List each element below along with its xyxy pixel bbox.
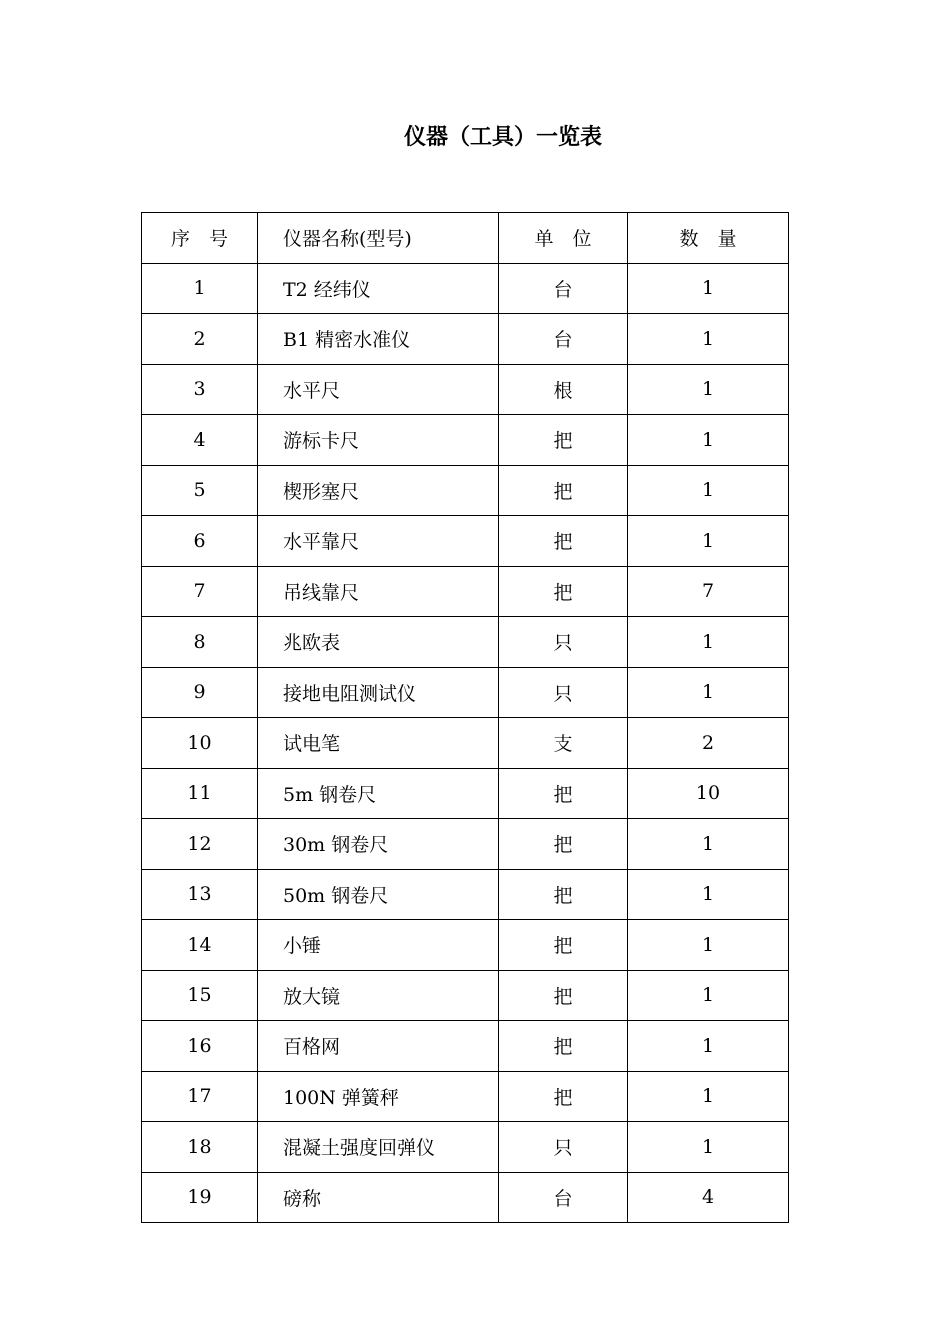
cell-unit: 台: [499, 1172, 628, 1223]
cell-unit: 把: [499, 920, 628, 971]
table-row: [142, 768, 789, 819]
cell-unit: 把: [499, 415, 628, 466]
page-title: 仪器（工具）一览表: [404, 125, 603, 150]
header-name: 仪器名称(型号): [258, 213, 499, 264]
cell-no: 1: [142, 263, 258, 314]
header-qty: 数 量: [628, 213, 789, 264]
cell-no: 16: [142, 1021, 258, 1072]
cell-name: 楔形塞尺: [258, 465, 499, 516]
table-row: [142, 970, 789, 1021]
table-row: [142, 1172, 789, 1223]
cell-name: B1 精密水准仪: [258, 314, 499, 365]
cell-unit: 把: [499, 566, 628, 617]
cell-unit: 把: [499, 516, 628, 567]
table-row: [142, 516, 789, 567]
cell-no: 3: [142, 364, 258, 415]
cell-name: 吊线靠尺: [258, 566, 499, 617]
table-row: [142, 920, 789, 971]
header-unit: 单 位: [499, 213, 628, 264]
cell-no: 6: [142, 516, 258, 567]
cell-unit: 只: [499, 617, 628, 668]
cell-qty: 2: [628, 718, 789, 769]
table-row: [142, 718, 789, 769]
cell-name: T2 经纬仪: [258, 263, 499, 314]
cell-unit: 把: [499, 768, 628, 819]
cell-no: 13: [142, 869, 258, 920]
cell-qty: 10: [628, 768, 789, 819]
cell-qty: 1: [628, 364, 789, 415]
table-row: [142, 1122, 789, 1173]
cell-unit: 把: [499, 869, 628, 920]
cell-qty: 1: [628, 1071, 789, 1122]
table-row: [142, 263, 789, 314]
cell-unit: 把: [499, 1021, 628, 1072]
cell-qty: 1: [628, 314, 789, 365]
cell-no: 14: [142, 920, 258, 971]
cell-unit: 台: [499, 314, 628, 365]
cell-no: 9: [142, 667, 258, 718]
table-row: [142, 364, 789, 415]
cell-name: 百格网: [258, 1021, 499, 1072]
cell-qty: 1: [628, 516, 789, 567]
cell-qty: 1: [628, 415, 789, 466]
cell-name: 水平尺: [258, 364, 499, 415]
cell-unit: 只: [499, 667, 628, 718]
cell-qty: 1: [628, 1122, 789, 1173]
table-header-row: [142, 213, 789, 264]
cell-name: 磅称: [258, 1172, 499, 1223]
cell-no: 10: [142, 718, 258, 769]
header-no: 序 号: [142, 213, 258, 264]
cell-name: 100N 弹簧秤: [258, 1071, 499, 1122]
cell-name: 接地电阻测试仪: [258, 667, 499, 718]
cell-name: 小锤: [258, 920, 499, 971]
table-row: [142, 1021, 789, 1072]
table-row: [142, 415, 789, 466]
cell-unit: 把: [499, 1071, 628, 1122]
cell-unit: 把: [499, 970, 628, 1021]
cell-name: 水平靠尺: [258, 516, 499, 567]
cell-no: 7: [142, 566, 258, 617]
cell-no: 2: [142, 314, 258, 365]
table-row: [142, 667, 789, 718]
cell-unit: 支: [499, 718, 628, 769]
cell-no: 4: [142, 415, 258, 466]
instrument-table: [141, 212, 789, 1223]
cell-name: 游标卡尺: [258, 415, 499, 466]
cell-name: 放大镜: [258, 970, 499, 1021]
table-row: [142, 566, 789, 617]
cell-qty: 1: [628, 970, 789, 1021]
cell-unit: 台: [499, 263, 628, 314]
table-row: [142, 869, 789, 920]
cell-no: 11: [142, 768, 258, 819]
cell-unit: 把: [499, 465, 628, 516]
cell-qty: 4: [628, 1172, 789, 1223]
cell-no: 19: [142, 1172, 258, 1223]
cell-no: 15: [142, 970, 258, 1021]
cell-qty: 1: [628, 920, 789, 971]
cell-unit: 把: [499, 819, 628, 870]
cell-qty: 1: [628, 819, 789, 870]
cell-no: 5: [142, 465, 258, 516]
cell-name: 兆欧表: [258, 617, 499, 668]
cell-unit: 根: [499, 364, 628, 415]
cell-qty: 1: [628, 465, 789, 516]
cell-qty: 1: [628, 869, 789, 920]
cell-qty: 1: [628, 1021, 789, 1072]
cell-qty: 1: [628, 667, 789, 718]
cell-qty: 1: [628, 617, 789, 668]
table-row: [142, 314, 789, 365]
cell-qty: 1: [628, 263, 789, 314]
table-body: [142, 263, 789, 1223]
table-row: [142, 617, 789, 668]
cell-name: 50m 钢卷尺: [258, 869, 499, 920]
cell-no: 18: [142, 1122, 258, 1173]
cell-unit: 只: [499, 1122, 628, 1173]
cell-no: 12: [142, 819, 258, 870]
cell-no: 8: [142, 617, 258, 668]
table-row: [142, 819, 789, 870]
cell-name: 混凝土强度回弹仪: [258, 1122, 499, 1173]
cell-name: 试电笔: [258, 718, 499, 769]
cell-name: 5m 钢卷尺: [258, 768, 499, 819]
cell-qty: 7: [628, 566, 789, 617]
table-row: [142, 465, 789, 516]
cell-no: 17: [142, 1071, 258, 1122]
cell-name: 30m 钢卷尺: [258, 819, 499, 870]
table-row: [142, 1071, 789, 1122]
